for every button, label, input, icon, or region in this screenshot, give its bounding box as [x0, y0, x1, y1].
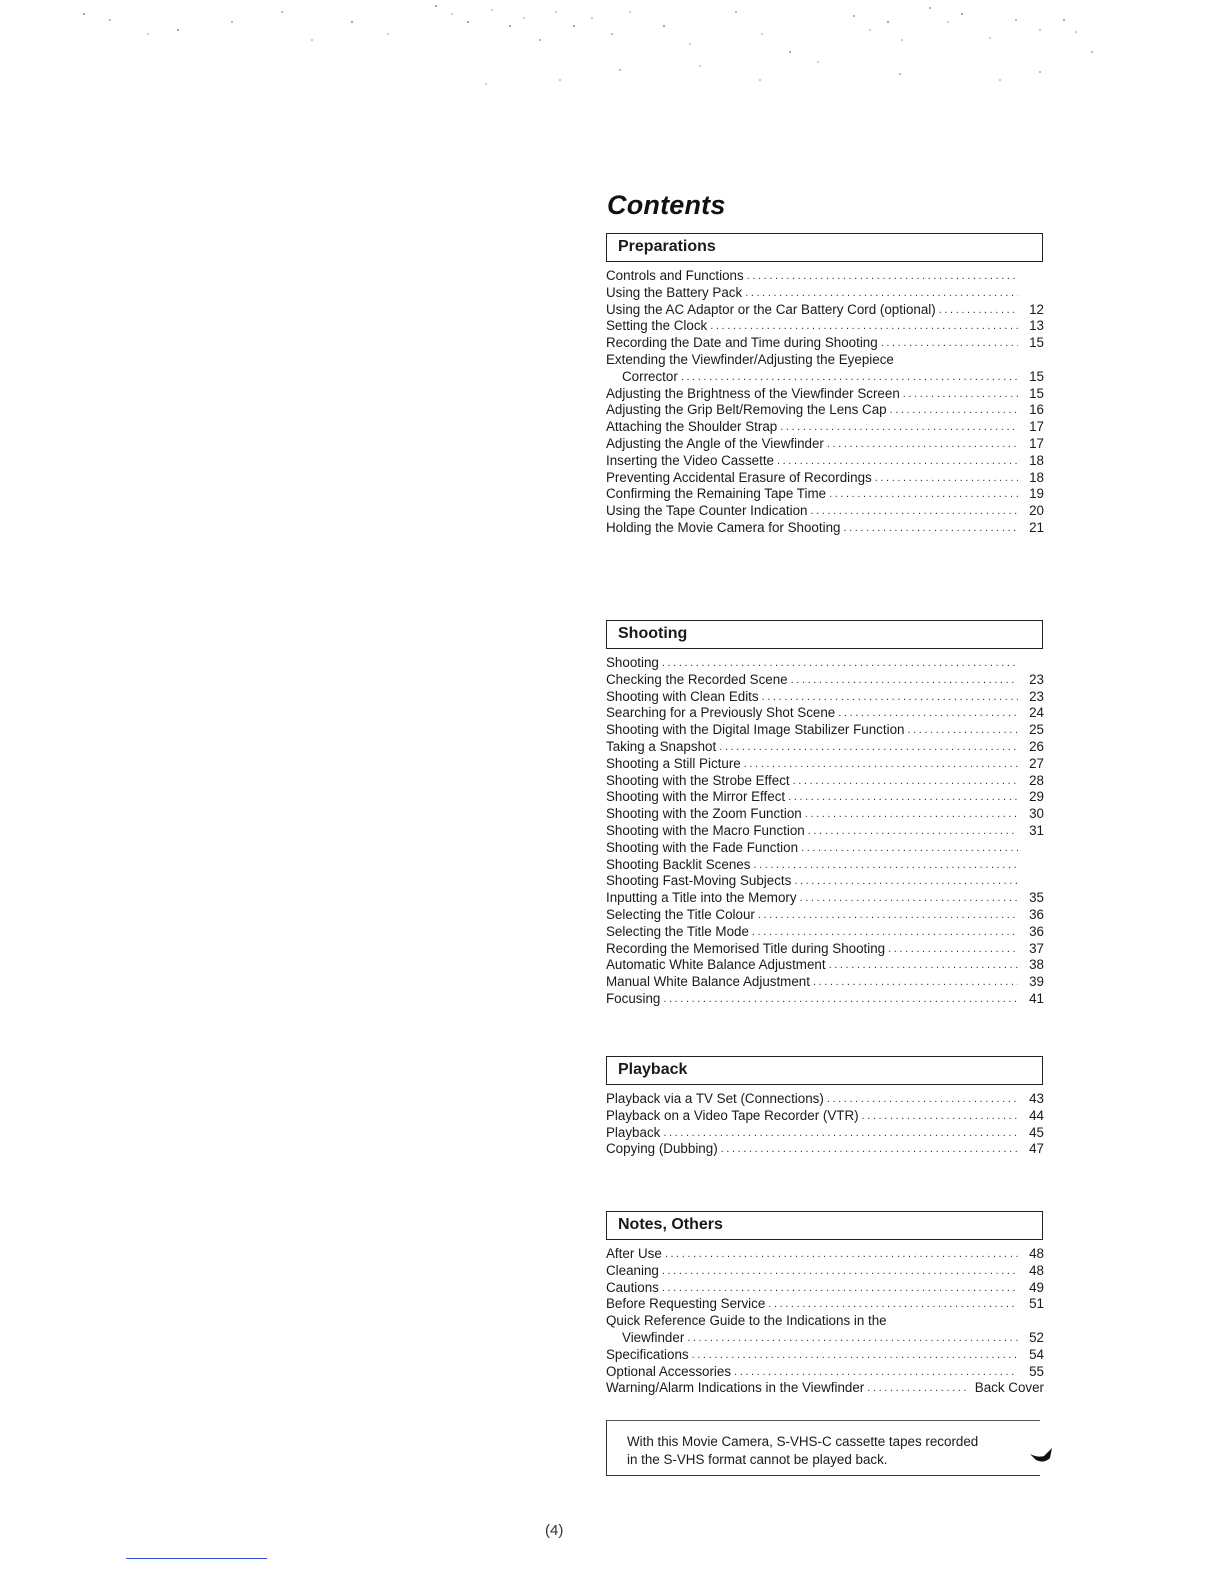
toc-entry	[606, 1330, 1046, 1347]
toc-entry	[606, 689, 1046, 706]
toc-entry	[606, 369, 1046, 386]
dot-leader	[791, 672, 1018, 689]
entry-label: Selecting the Title Colour	[606, 906, 755, 922]
entry-label: Inputting a Title into the Memory	[606, 890, 797, 906]
entry-label: Shooting Backlit Scenes	[606, 856, 751, 872]
section-heading: Preparations	[606, 233, 1043, 262]
entry-label: Cautions	[606, 1279, 659, 1295]
entry-label: Playback	[606, 1124, 661, 1140]
dot-leader	[800, 890, 1018, 907]
toc-entry	[606, 672, 1046, 689]
dot-leader	[813, 974, 1018, 991]
entry-page: 30	[1029, 806, 1044, 822]
dot-leader	[903, 386, 1018, 403]
entry-label: Specifications	[606, 1346, 689, 1362]
page-title: Contents	[607, 190, 726, 220]
toc-entry	[606, 1280, 1046, 1297]
toc-entry	[606, 1313, 1046, 1330]
entry-page: 23	[1029, 671, 1044, 687]
entry-label: Shooting Fast-Moving Subjects	[606, 873, 792, 889]
entry-label: Focusing	[606, 990, 661, 1006]
entry-page: 18	[1029, 452, 1044, 468]
toc-entry	[606, 890, 1046, 907]
entry-page: Back Cover	[974, 1380, 1044, 1396]
toc-entry	[606, 318, 1046, 335]
toc-entry	[606, 873, 1046, 890]
dot-leader	[719, 739, 1018, 756]
entry-label: Shooting with the Strobe Effect	[606, 772, 790, 788]
dot-leader	[805, 806, 1018, 823]
entry-label: Quick Reference Guide to the Indications in the	[606, 1313, 887, 1329]
entry-label: Recording the Date and Time during Shooting	[606, 335, 878, 351]
dot-leader	[745, 285, 1018, 302]
dot-leader	[721, 1141, 1018, 1158]
entry-page: 23	[1029, 688, 1044, 704]
entry-label: Adjusting the Brightness of the Viewfinder Screen	[606, 385, 900, 401]
entry-label: Shooting with Clean Edits	[606, 688, 759, 704]
toc-entry	[606, 1108, 1046, 1125]
toc-entry	[606, 722, 1046, 739]
entry-label: Using the Battery Pack	[606, 284, 743, 300]
dot-leader	[762, 689, 1018, 706]
entry-page: 12	[1029, 301, 1044, 317]
toc-entry	[606, 1125, 1046, 1142]
toc-entry	[606, 739, 1046, 756]
dot-leader	[875, 470, 1018, 487]
entry-page: 19	[1029, 486, 1044, 502]
toc-entry	[606, 436, 1046, 453]
note-line: With this Movie Camera, S-VHS-C cassette tapes recorded	[627, 1434, 979, 1449]
entry-label: Preventing Accidental Erasure of Recordings	[606, 469, 872, 485]
dot-leader	[907, 722, 1018, 739]
toc-entry	[606, 789, 1046, 806]
entry-label: Searching for a Previously Shot Scene	[606, 705, 836, 721]
toc-entry	[606, 352, 1046, 369]
entry-label: Setting the Clock	[606, 318, 708, 334]
entry-page: 27	[1029, 755, 1044, 771]
entry-page: 26	[1029, 738, 1044, 754]
entry-page: 43	[1029, 1091, 1044, 1106]
dot-leader	[780, 419, 1018, 436]
toc-entry	[606, 974, 1046, 991]
entry-label: Taking a Snapshot	[606, 738, 717, 754]
dot-leader	[747, 268, 1018, 285]
entry-page: 39	[1029, 974, 1044, 990]
toc-entry	[606, 470, 1046, 487]
toc-entry	[606, 419, 1046, 436]
section-playback	[606, 1056, 1046, 1158]
entry-label: Holding the Movie Camera for Shooting	[606, 519, 841, 535]
dot-leader	[827, 436, 1018, 453]
dot-leader	[867, 1380, 969, 1397]
dot-leader	[692, 1347, 1018, 1364]
toc-entry	[606, 268, 1046, 285]
dot-leader	[838, 705, 1018, 722]
toc-entry	[606, 823, 1046, 840]
entry-label: Confirming the Remaining Tape Time	[606, 486, 827, 502]
entry-label: Shooting with the Digital Image Stabilizer Function	[606, 722, 905, 738]
entry-label: Adjusting the Angle of the Viewfinder	[606, 435, 824, 451]
table-of-contents	[606, 190, 1046, 1396]
toc-entry	[606, 705, 1046, 722]
footer-rule	[126, 1558, 267, 1559]
dot-leader	[753, 857, 1018, 874]
dot-leader	[687, 1330, 1018, 1347]
entry-page: 29	[1029, 789, 1044, 805]
toc-entry	[606, 453, 1046, 470]
dot-leader	[744, 756, 1018, 773]
entry-page: 52	[1029, 1329, 1044, 1345]
entry-label: Using the AC Adaptor or the Car Battery Cord (optional)	[606, 301, 936, 317]
section-heading: Playback	[606, 1056, 1043, 1085]
entry-label: Warning/Alarm Indications in the Viewfinder	[606, 1380, 865, 1396]
toc-entry	[606, 773, 1046, 790]
entry-page: 13	[1029, 318, 1044, 334]
dot-leader	[801, 840, 1018, 857]
entry-label: Corrector	[622, 368, 678, 384]
toc-entry	[606, 1296, 1046, 1313]
section-shooting	[606, 620, 1046, 1008]
entry-label: Extending the Viewfinder/Adjusting the Eyepiece	[606, 351, 894, 367]
dot-leader	[829, 486, 1018, 503]
entry-page: 15	[1029, 385, 1044, 401]
dot-leader	[681, 369, 1018, 386]
section-notes-others	[606, 1211, 1046, 1397]
page-number: (4)	[545, 1522, 564, 1539]
scan-noise	[0, 0, 1224, 90]
entry-label: Shooting a Still Picture	[606, 755, 741, 771]
toc-entry	[606, 840, 1046, 857]
entry-label: Automatic White Balance Adjustment	[606, 957, 826, 973]
entry-label: Using the Tape Counter Indication	[606, 503, 808, 519]
dot-leader	[777, 453, 1018, 470]
entry-label: Cleaning	[606, 1262, 659, 1278]
dot-leader	[793, 773, 1018, 790]
toc-entry	[606, 1246, 1046, 1263]
toc-entry	[606, 1380, 1046, 1397]
toc-entry	[606, 1347, 1046, 1364]
dot-leader	[794, 873, 1018, 890]
entry-page: 21	[1029, 519, 1044, 535]
toc-entry	[606, 520, 1046, 537]
entry-page: 44	[1029, 1107, 1044, 1123]
toc-entry	[606, 655, 1046, 672]
dot-leader	[939, 302, 1018, 319]
entry-label: Shooting	[606, 655, 659, 670]
dot-leader	[662, 655, 1018, 672]
entry-page: 49	[1029, 1279, 1044, 1295]
entry-page: 17	[1029, 435, 1044, 451]
dot-leader	[843, 520, 1018, 537]
toc-entry	[606, 1263, 1046, 1280]
entry-page: 51	[1029, 1296, 1044, 1312]
entry-label: Controls and Functions	[606, 268, 744, 283]
toc-entry	[606, 957, 1046, 974]
entry-label: Adjusting the Grip Belt/Removing the Lens Cap	[606, 402, 887, 418]
entry-label: Selecting the Title Mode	[606, 923, 749, 939]
note-line: in the S-VHS format cannot be played back.	[627, 1452, 888, 1467]
entry-page: 28	[1029, 772, 1044, 788]
entry-label: Shooting with the Zoom Function	[606, 806, 802, 822]
toc-entry	[606, 941, 1046, 958]
dot-leader	[827, 1091, 1018, 1108]
entry-page: 48	[1029, 1246, 1044, 1261]
toc-entries	[606, 655, 1046, 1008]
toc-entry	[606, 486, 1046, 503]
entry-page: 55	[1029, 1363, 1044, 1379]
entry-label: Attaching the Shoulder Strap	[606, 419, 778, 435]
toc-entry	[606, 991, 1046, 1008]
entry-label: Viewfinder	[622, 1329, 685, 1345]
dot-leader	[808, 823, 1018, 840]
toc-entries	[606, 1246, 1046, 1397]
entry-page: 48	[1029, 1262, 1044, 1278]
dot-leader	[788, 789, 1018, 806]
entry-page: 54	[1029, 1346, 1044, 1362]
dot-leader	[665, 1246, 1018, 1263]
entry-page: 37	[1029, 940, 1044, 956]
dot-leader	[888, 941, 1018, 958]
dot-leader	[811, 503, 1019, 520]
toc-entries	[606, 268, 1046, 537]
toc-entry	[606, 907, 1046, 924]
toc-entry	[606, 285, 1046, 302]
entry-page: 38	[1029, 957, 1044, 973]
section-heading: Notes, Others	[606, 1211, 1043, 1240]
toc-entry	[606, 386, 1046, 403]
entry-label: Shooting with the Fade Function	[606, 839, 799, 855]
entry-label: Playback on a Video Tape Recorder (VTR)	[606, 1107, 859, 1123]
entry-page: 15	[1029, 335, 1044, 351]
dot-leader	[758, 907, 1018, 924]
dot-leader	[734, 1364, 1018, 1381]
dot-leader	[662, 1263, 1018, 1280]
note-mark-icon	[1026, 1442, 1058, 1466]
toc-entries	[606, 1091, 1046, 1158]
entry-page: 15	[1029, 368, 1044, 384]
toc-entry	[606, 924, 1046, 941]
toc-entry	[606, 756, 1046, 773]
entry-page: 35	[1029, 890, 1044, 906]
dot-leader	[663, 1125, 1018, 1142]
entry-label: Optional Accessories	[606, 1363, 732, 1379]
dot-leader	[752, 924, 1018, 941]
toc-entry	[606, 302, 1046, 319]
toc-entry	[606, 1141, 1046, 1158]
entry-label: Copying (Dubbing)	[606, 1141, 718, 1157]
entry-page: 47	[1029, 1141, 1044, 1157]
entry-label: After Use	[606, 1246, 662, 1261]
entry-page: 24	[1029, 705, 1044, 721]
toc-entry	[606, 402, 1046, 419]
entry-page: 36	[1029, 906, 1044, 922]
dot-leader	[710, 318, 1018, 335]
entry-page: 41	[1029, 990, 1044, 1006]
dot-leader	[662, 1280, 1018, 1297]
entry-page: 17	[1029, 419, 1044, 435]
entry-page: 31	[1029, 822, 1044, 838]
entry-label: Before Requesting Service	[606, 1296, 766, 1312]
entry-label: Inserting the Video Cassette	[606, 452, 774, 468]
entry-page: 18	[1029, 469, 1044, 485]
toc-entry	[606, 1091, 1046, 1108]
entry-label: Shooting with the Mirror Effect	[606, 789, 786, 805]
compatibility-note	[606, 1420, 1040, 1476]
entry-label: Recording the Memorised Title during Shooting	[606, 940, 886, 956]
entry-page: 25	[1029, 722, 1044, 738]
toc-entry	[606, 806, 1046, 823]
toc-entry	[606, 335, 1046, 352]
entry-page: 20	[1029, 503, 1044, 519]
entry-label: Playback via a TV Set (Connections)	[606, 1091, 824, 1106]
dot-leader	[768, 1296, 1018, 1313]
section-preparations	[606, 233, 1046, 537]
dot-leader	[881, 335, 1018, 352]
dot-leader	[829, 957, 1018, 974]
section-heading: Shooting	[606, 620, 1043, 649]
entry-page: 45	[1029, 1124, 1044, 1140]
entry-page: 36	[1029, 923, 1044, 939]
entry-label: Manual White Balance Adjustment	[606, 974, 810, 990]
entry-label: Shooting with the Macro Function	[606, 822, 805, 838]
toc-entry	[606, 857, 1046, 874]
dot-leader	[663, 991, 1018, 1008]
dot-leader	[862, 1108, 1018, 1125]
toc-entry	[606, 1364, 1046, 1381]
entry-page: 16	[1029, 402, 1044, 418]
dot-leader	[890, 402, 1018, 419]
toc-entry	[606, 503, 1046, 520]
entry-label: Checking the Recorded Scene	[606, 671, 788, 687]
